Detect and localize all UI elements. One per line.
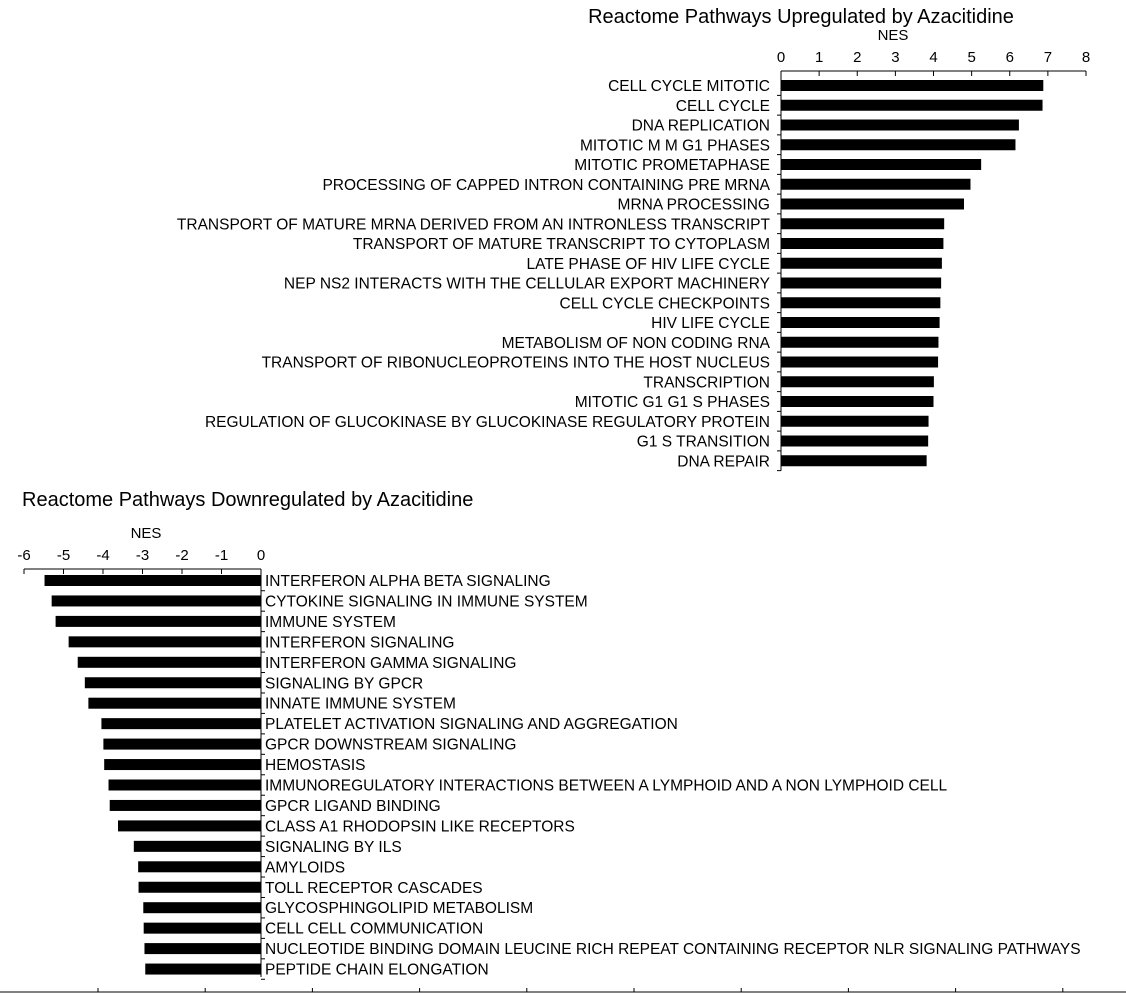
down-bar <box>88 698 261 709</box>
up-bar <box>781 436 928 447</box>
up-category-label: MITOTIC M M G1 PHASES <box>579 137 770 155</box>
down-chart <box>17 489 1080 979</box>
up-bar <box>781 278 941 289</box>
down-category-label: HEMOSTASIS <box>265 757 366 775</box>
down-x-tick-label: -3 <box>135 547 150 564</box>
down-bar <box>101 718 261 729</box>
up-bar <box>781 100 1043 111</box>
down-bar <box>144 943 261 954</box>
up-category-label: HIV LIFE CYCLE <box>651 315 770 332</box>
up-bar <box>781 218 944 229</box>
up-bar <box>781 238 943 249</box>
down-bar <box>56 616 261 627</box>
up-x-tick-label: 6 <box>1005 49 1014 66</box>
down-x-tick-label: -6 <box>17 547 31 564</box>
up-bar <box>781 416 929 427</box>
up-bar <box>781 396 934 407</box>
down-bar <box>103 739 261 750</box>
up-category-label: REGULATION OF GLUCOKINASE BY GLUCOKINASE REGULATORY PROTEIN <box>204 413 770 431</box>
up-category-label: METABOLISM OF NON CODING RNA <box>501 334 770 352</box>
down-bar <box>143 902 261 913</box>
down-x-tick-label: -1 <box>214 547 229 564</box>
down-bar <box>52 595 261 606</box>
down-category-label: PLATELET ACTIVATION SIGNALING AND AGGREGATION <box>265 716 678 734</box>
up-category-label: PROCESSING OF CAPPED INTRON CONTAINING PRE MRNA <box>322 176 770 194</box>
down-category-label: INTERFERON ALPHA BETA SIGNALING <box>265 573 551 590</box>
up-category-labels <box>177 78 771 470</box>
up-category-label: TRANSPORT OF RIBONUCLEOPROTEINS INTO THE HOST NUCLEUS <box>261 354 770 372</box>
up-bar <box>781 80 1043 91</box>
down-x-axis-label: NES <box>130 525 162 542</box>
up-x-axis-label: NES <box>877 27 909 44</box>
up-chart-title: Reactome Pathways Upregulated by Azacitidine <box>588 6 1014 28</box>
down-bar <box>45 575 261 586</box>
down-bar <box>144 923 261 934</box>
down-category-label: SIGNALING BY GPCR <box>265 675 424 693</box>
up-bars <box>781 80 1043 466</box>
down-category-label: INTERFERON SIGNALING <box>265 634 455 652</box>
down-x-tick-label: -5 <box>56 547 71 564</box>
up-bar <box>781 159 981 170</box>
down-category-label: GPCR DOWNSTREAM SIGNALING <box>265 736 517 754</box>
up-category-label: DNA REPLICATION <box>631 117 770 135</box>
down-category-label: NUCLEOTIDE BINDING DOMAIN LEUCINE RICH REPEAT CONTAINING RECEPTOR NLR SIGNALING PATHWAYS <box>265 941 1081 959</box>
down-category-label: IMMUNE SYSTEM <box>265 613 396 631</box>
up-category-label: TRANSPORT OF MATURE MRNA DERIVED FROM AN INTRONLESS TRANSCRIPT <box>176 216 770 234</box>
bottom-axis-stub <box>0 988 1126 992</box>
up-category-label: MITOTIC G1 G1 S PHASES <box>574 394 770 411</box>
down-bar <box>139 882 261 893</box>
down-bar <box>78 657 261 668</box>
down-category-label: CELL CELL COMMUNICATION <box>265 920 484 938</box>
up-bar <box>781 376 934 387</box>
up-bar <box>781 199 964 210</box>
up-bar <box>781 455 927 466</box>
up-category-label: G1 S TRANSITION <box>636 433 770 451</box>
up-x-tick-label: 3 <box>891 49 900 66</box>
up-category-label: NEP NS2 INTERACTS WITH THE CELLULAR EXPORT MACHINERY <box>283 275 770 293</box>
down-chart-title: Reactome Pathways Downregulated by Azacitidine <box>22 489 474 511</box>
down-category-label: GLYCOSPHINGOLIPID METABOLISM <box>265 900 534 918</box>
down-category-label: AMYLOIDS <box>265 859 346 877</box>
up-bar <box>781 337 938 348</box>
up-category-label: LATE PHASE OF HIV LIFE CYCLE <box>526 255 770 273</box>
up-bar <box>781 139 1015 150</box>
up-category-label: CELL CYCLE <box>675 97 770 115</box>
up-x-tick-label: 0 <box>776 49 786 66</box>
up-x-tick-label: 5 <box>967 49 976 66</box>
down-bar <box>145 964 261 975</box>
down-category-label: CYTOKINE SIGNALING IN IMMUNE SYSTEM <box>265 593 588 611</box>
down-bar <box>85 677 261 688</box>
up-x-tick-label: 1 <box>814 49 824 66</box>
up-chart <box>177 6 1090 471</box>
up-bar <box>781 258 942 269</box>
up-category-label: MITOTIC PROMETAPHASE <box>574 157 770 174</box>
down-category-labels <box>265 573 1081 979</box>
up-category-label: MRNA PROCESSING <box>617 196 770 214</box>
down-bars <box>45 575 261 975</box>
down-category-label: INNATE IMMUNE SYSTEM <box>265 695 456 713</box>
down-category-label: IMMUNOREGULATORY INTERACTIONS BETWEEN A LYMPHOID AND A NON LYMPHOID CELL <box>265 777 948 795</box>
down-bar <box>138 861 261 872</box>
up-bar <box>781 179 970 190</box>
down-bar <box>118 820 261 831</box>
up-category-label: TRANSCRIPTION <box>643 374 770 392</box>
up-bar <box>781 317 940 328</box>
down-category-label: CLASS A1 RHODOPSIN LIKE RECEPTORS <box>265 818 575 836</box>
down-bar <box>109 780 261 791</box>
up-category-label: CELL CYCLE CHECKPOINTS <box>559 295 770 313</box>
down-category-label: INTERFERON GAMMA SIGNALING <box>265 654 517 672</box>
up-x-tick-label: 2 <box>853 49 862 66</box>
down-category-label: SIGNALING BY ILS <box>265 838 402 856</box>
down-category-label: GPCR LIGAND BINDING <box>265 797 441 815</box>
up-bar <box>781 120 1019 131</box>
down-bar <box>110 800 261 811</box>
up-bar <box>781 297 940 308</box>
down-bar <box>104 759 261 770</box>
down-bar <box>134 841 261 852</box>
up-x-tick-label: 8 <box>1081 49 1091 66</box>
up-category-label: DNA REPAIR <box>677 453 770 471</box>
up-category-label: CELL CYCLE MITOTIC <box>608 78 770 95</box>
up-x-tick-label: 7 <box>1043 49 1053 66</box>
down-bar <box>69 636 261 647</box>
down-category-label: TOLL RECEPTOR CASCADES <box>265 879 483 897</box>
down-x-tick-label: 0 <box>256 547 266 564</box>
down-x-tick-label: -2 <box>175 547 189 564</box>
down-x-tick-label: -4 <box>96 547 110 564</box>
up-category-label: TRANSPORT OF MATURE TRANSCRIPT TO CYTOPLASM <box>352 236 770 253</box>
up-bar <box>781 357 938 368</box>
up-x-tick-label: 4 <box>929 49 938 66</box>
down-category-label: PEPTIDE CHAIN ELONGATION <box>265 961 489 979</box>
